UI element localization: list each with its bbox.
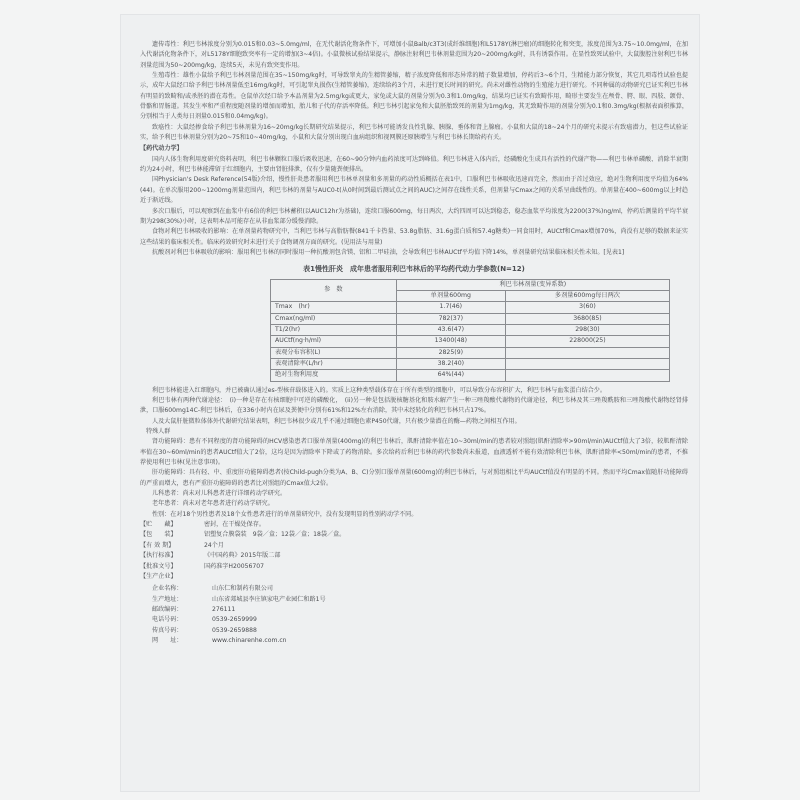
single-dose-cell: 43.6(47) (396, 324, 505, 335)
single-dose-cell: 13400(48) (396, 336, 505, 347)
standard-value: 《中国药典》2015年版二部 (204, 552, 281, 560)
company-label: 邮政编码： (152, 605, 183, 613)
carcinogenicity-paragraph: 致癌性：大鼠经掺食给予利巴韦林剂量为16~20mg/kg长期研究结果提示，利巴韦林可能诱发良性乳腺、胰腺、垂体和肾上腺瘤。小鼠和大鼠的18~24个月的研究未提示有致癌潜力，但这些试验证实，给予利巴韦林剂量分别为20~75和10~40mg/kg，小鼠和大鼠分别出现白血病组织和视网膜还原胰增生与利巴韦林长期给药有关。 (140, 123, 688, 142)
special-population-paragraph: 肝功能障碍：具有轻、中、重度肝功能障碍患者(按Child-pugh分类为A、B、C)分别口服单剂量(600mg)的利巴韦林后，与对照组相比平均AUCtf值没有明显的不同。然而平均Cmax值随肝功能障碍的严重而增大，患有严重肝功能障碍的患者比对照组的Cmax值大2倍。 (140, 469, 688, 487)
insert-content (120, 14, 700, 646)
company-label: 网 址： (152, 636, 183, 644)
expiry-row (140, 541, 688, 551)
company-row (144, 636, 688, 646)
approval-row (140, 562, 688, 572)
single-dose-cell: 1.7(46) (396, 302, 505, 313)
manufacturer-label: 【生产企业】 (140, 572, 177, 580)
approval-label: 【批准文号】 (140, 562, 177, 570)
package-value: 铝塑复合膜袋装 9袋／盒；12袋／盒；18袋／盒。 (204, 531, 346, 539)
distribution-paragraph: 利巴韦林能进入红细胞内，并已被确认通过es-型核苷载体进入的。实质上这种类型载体存在于所有类型的细胞中，可以导致分布容积扩大，利巴韦林与血浆蛋白结合少。 (152, 386, 606, 394)
company-value: 0539-2659999 (212, 616, 257, 624)
table-row (271, 324, 670, 335)
special-population-paragraph: 肾功能障碍：患有不同程度的肾功能障碍的HCV感染患者口服单剂量(400mg)的利巴韦林后，肌酐清除率值在10~30ml/min的患者较对照组(肌酐清除率>90ml/min)AUCtf值大了3倍，较肌酐清除率值在30~60ml/min的患者AUCtf值大了2倍，这均是因为清除率下降或了药物消除。多次给药后利巴韦林的药代参数尚未报道，血液透析不能有效清除利巴韦林，肌酐清除率<50ml/min的患者，不推荐使用利巴韦林(见注意事项)。 (140, 438, 688, 467)
param-header: 参 数 (271, 279, 397, 302)
param-cell: T1/2(hr) (271, 324, 397, 335)
standard-row (140, 551, 688, 561)
company-row (144, 626, 688, 636)
company-row (144, 584, 688, 594)
package-row (140, 530, 688, 540)
microsome-paragraph: 人及大鼠肝脏微粒体体外代谢研究结果表明，利巴韦林很少或几乎不通过细胞色素P450代谢，只有极少量潜在的酶—药物之间相互作用。 (152, 417, 521, 425)
multi-dose-cell (505, 347, 669, 358)
multi-dose-cell (505, 358, 669, 369)
multi-dose-cell: 228000(25) (505, 336, 669, 347)
param-cell: AUCtf(ng·h/ml) (271, 336, 397, 347)
company-info-block (140, 584, 688, 646)
genotoxicity-paragraph: 遗传毒性：利巴韦林浓度分别为0.015和0.03~5.0mg/ml，在无代谢活化物条件下，可增加小鼠Balb/c3T3(成纤维细胞)和L5178Y(淋巴瘤)的细胞转化和突变，浓度范围为3.75~10.0mg/ml，在加入代谢活化物条件下，对L5178Y细胞致突率有一定的增加(3~4倍)。小鼠微核试验结果提示，静脉注射利巴韦林剂量范围为20~200mg/kg时，具有诱裂作用。在显性致死试验中，大鼠腹腔注射利巴韦林剂量范围为50~200mg/kg，连续5天，未见有致突变作用。 (140, 41, 688, 69)
multi-dose-cell: 298(30) (505, 324, 669, 335)
param-cell: Tmax (hr) (271, 302, 397, 313)
company-value: 0539-2659888 (212, 626, 257, 634)
single-dose-cell: 782(37) (396, 313, 505, 324)
table-row (271, 313, 670, 324)
param-cell: 表观清除率(L/hr) (271, 358, 397, 369)
table-row (271, 336, 670, 347)
manufacturer-row (140, 572, 688, 582)
table-row (271, 302, 670, 313)
reproductive-toxicity-paragraph: 生殖毒性：雄性小鼠给予利巴韦林剂量范围在35~150mg/kg时，可导致睾丸的生精管萎缩，精子浓度降低和形态异常的精子数量增加，停药后3~6个月，生精能力部分恢复，其它几项毒性试验也提示，成年大鼠经口给予利巴韦林剂量低至16mg/kg时，可引起睾丸损伤(生精管萎缩)，连续给药3个月，未进行更长时间的研究。尚未对雌性动物的生殖能力进行研究。不同种属的动物研究已证实利巴韦林有明显的致畸和/或杀胚的潜在毒性。仓鼠单次经口给予本品剂量为2.5mg/kg或更大，家兔或大鼠的剂量分别为0.3和1.0mg/kg，结果均已证实有致畸作用，畸形主要发生在颅骨、腭、眼、四肢、颌骨、骨骼和胃肠道。其发生率和严重程度随剂量的增加而增加，胎儿和子代的存活率降低。利巴韦林引起家兔和大鼠胚胎致死的剂量为1mg/kg，其无致畸作用的剂量分别为0.1和0.3mg/kg(根据表面积推算，分别相当于人类每日剂量0.015和0.04mg/kg)。 (140, 72, 688, 121)
param-cell: 表观分布容积(L) (271, 347, 397, 358)
dose-group-header: 利巴韦林剂量(变异系数) (396, 279, 669, 290)
package-insert-sheet (120, 14, 700, 792)
company-value: 276111 (212, 605, 236, 613)
company-label: 企业名称： (152, 585, 183, 593)
single-dose-cell: 2825(9) (396, 347, 505, 358)
special-population-paragraph: 儿科患者：尚未对儿科患者进行详细药动学研究。 (152, 490, 287, 498)
standard-label: 【执行标准】 (140, 552, 177, 560)
pk-parameters-table (270, 279, 670, 382)
table-row (271, 347, 670, 358)
company-row (144, 595, 688, 605)
special-populations-heading: 特殊人群 (146, 428, 171, 436)
expiry-value: 24个月 (204, 541, 224, 549)
single-dose-header: 单剂量600mg (396, 290, 505, 301)
pk-paragraph: 抗酸剂对利巴韦林吸收的影响：服用利巴韦林的同时服用一种抗酸剂包含镁、铝和二甲硅油，会导致利巴韦林AUCtf平均值下降14%，单剂量研究结果临床相关性未知。[见表1] (152, 248, 625, 256)
single-dose-cell: 38.2(40) (396, 358, 505, 369)
multi-dose-cell: 3(60) (505, 302, 669, 313)
package-label: 【包 装】 (140, 531, 177, 539)
approval-value: 国药准字H20056707 (204, 562, 264, 570)
pk-paragraph: 国内人体生物利用度研究资料表明，利巴韦林颗粒口服后吸收迅速，在60~90分钟内血药浓度可达到峰值。利巴韦林进入体内后，经磷酸化生成具有活性的代谢产物——利巴韦林单磷酸、消除半衰期约为24小时，利巴韦林能滞留于红细胞内，主要由肾脏排泄，仅有少量随粪便排出。 (140, 155, 688, 174)
table-title: 表1慢性肝炎 成年患者服用利巴韦林后的平均药代动力学参数(N=12) (303, 265, 525, 274)
storage-value: 密封，在干燥处保存。 (204, 521, 265, 529)
company-row (144, 615, 688, 625)
metabolism-paragraph: 利巴韦林有两种代谢途径： (i)一种是存在有核细胞中可逆的磷酸化， (ii)另一种是包括脱核糖基化和胺水解产生一种三唑羧酸代谢物的代谢途径，利巴韦林及其三唑羧酰胺和三唑羧酸代谢物经肾排泄，口服600mg14C-利巴韦林后，在336小时内在尿及粪便中分别有61%和12%左右消除，其中未经转化的利巴韦林只占17%。 (140, 397, 688, 415)
storage-label: 【贮 藏】 (140, 521, 177, 529)
table-header-row (271, 279, 670, 290)
multi-dose-header: 多剂量600mg每日两次 (505, 290, 669, 301)
multi-dose-cell (505, 370, 669, 381)
pk-paragraph: 多次口服后，可以观察到在血浆中有6倍的利巴韦林蓄积(以AUC12hr为基础)，连续口服600mg，每日两次，大约四周可以达到稳态，稳态血浆平均浓度为2200(37%)ng/ml，停药后测量的平均半衰期为298(30%)小时，这表明本品可能存在从非血浆部分缓慢消除。 (140, 207, 688, 225)
special-population-paragraph: 老年患者：尚未对老年患者进行药动学研究。 (152, 500, 274, 508)
company-value: 山东省郯城县李庄镇家电产业园仁和路1号 (212, 595, 326, 603)
company-row (144, 605, 688, 615)
pharmacokinetics-heading: 【药代动力学】 (140, 145, 183, 153)
special-population-paragraph: 性别：在对18个男性患者及18个女性患者进行的单剂量研究中，没有发现明显的性别药动学不同。 (152, 510, 418, 518)
table-row (271, 370, 670, 381)
company-label: 电话号码： (152, 616, 183, 624)
company-value: www.chinarenhe.com.cn (212, 636, 287, 644)
storage-row (140, 520, 688, 530)
multi-dose-cell: 3680(85) (505, 313, 669, 324)
table-row (271, 358, 670, 369)
expiry-label: 【有 效 期】 (140, 541, 175, 549)
product-info-block (140, 520, 688, 582)
company-value: 山东仁和制药有限公司 (212, 585, 273, 593)
pk-paragraph: 食物对利巴韦林吸收的影响：在单剂量药物研究中，当利巴韦林与高脂肪餐(841千卡热量、53.8g脂肪、31.6g蛋白质和57.4g糖类)一同食用时，AUCtf和Cmax增加70%，尚没有足够的数据来证实这些结果的临床相关性。临床药效研究时未进行关于食物调剂方面的研究。(见用法与用量) (140, 228, 688, 246)
company-label: 传真号码： (152, 626, 183, 634)
param-cell: Cmax(ng/ml) (271, 313, 397, 324)
company-label: 生产地址： (152, 595, 183, 603)
single-dose-cell: 64%(44) (396, 370, 505, 381)
pk-paragraph: 国Physician's Desk Reference(54版)介绍，慢性肝炎患者服用利巴韦林单剂量和多剂量的药动性质概括在表1中，口服利巴韦林吸收迅速而完全，然而由于首过效应，绝对生物利用度平均值为64%(44)。在单次服用200~1200mg剂量范围内，利巴韦林的剂量与AUC0-t(从0时间到最后测试点之间的AUC)之间存在线性关系，但剂量与Cmax之间的关系呈曲线性的。单剂量在400~600mg以上时趋近于渐近线。 (140, 176, 688, 205)
param-cell: 绝对生物利用度 (271, 370, 397, 381)
